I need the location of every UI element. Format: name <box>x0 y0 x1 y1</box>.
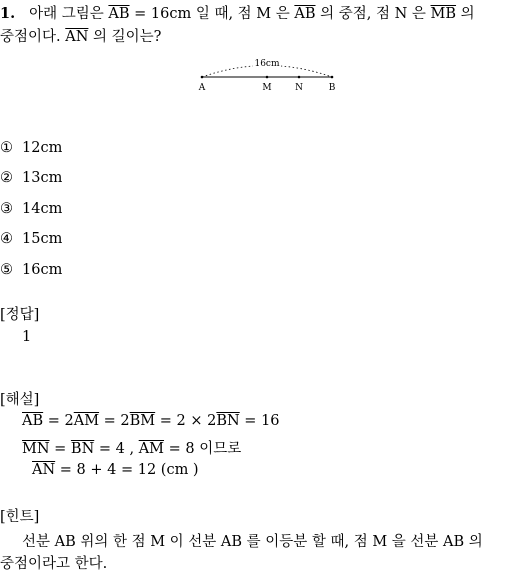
hint-line-2: 중점이라고 한다. <box>0 556 108 572</box>
point-a <box>201 76 204 79</box>
option-text: 14cm <box>22 201 63 217</box>
point-label-n: N <box>295 83 303 93</box>
option-marker: ⑤ <box>0 262 13 278</box>
option-2[interactable] <box>0 170 62 186</box>
option-marker: ③ <box>0 201 13 217</box>
hint-label: [힌트] <box>0 509 40 525</box>
explanation-line-2: $\overline{MN} = \overline{BN} = 4$ , $\overline{AM} = 8$ 이므로 <box>22 441 242 457</box>
option-3[interactable] <box>0 201 62 217</box>
option-text: 16cm <box>22 262 63 278</box>
answer-label: [정답] <box>0 307 40 323</box>
point-b <box>331 76 334 79</box>
option-1[interactable] <box>0 140 62 156</box>
question-number: 1. <box>0 5 16 22</box>
point-n <box>298 76 301 79</box>
question-line-1: 1. 아래 그림은 $\overline{AB} = 16cm$ 일 때, 점 M 은 $\overline{AB}$ 의 중점, 점 N 은 $\overline{MB}$ 의 <box>0 5 475 22</box>
point-m <box>266 76 269 79</box>
option-text: 13cm <box>22 170 63 186</box>
point-label-a: A <box>198 83 206 93</box>
explanation-line-3: $\overline{AN} = 8 + 4 = 12$ (cm ) <box>32 462 199 478</box>
point-label-b: B <box>328 83 336 93</box>
segment-an: $\overline{AN}$ <box>65 29 89 45</box>
answer-value: 1 <box>22 329 32 345</box>
explanation-line-1: $\overline{AB} = 2\overline{AM} = 2\overline{BM} = 2 \times 2\overline{BN} = 16$ <box>22 413 280 429</box>
segment-ab: $\overline{AB}$ <box>108 6 130 22</box>
option-marker: ④ <box>0 231 13 247</box>
option-text: 12cm <box>22 140 63 156</box>
segment-mb: $\overline{MB}$ <box>430 6 457 22</box>
explanation-label: [해설] <box>0 392 40 408</box>
option-text: 15cm <box>22 231 63 247</box>
option-marker: ② <box>0 170 13 186</box>
question-line-2: 중점이다. $\overline{AN}$ 의 길이는? <box>0 29 162 45</box>
hint-line-1: 선분 AB 위의 한 점 M 이 선분 AB 를 이등분 할 때, 점 M 을 선분 AB 의 <box>22 534 483 550</box>
option-4[interactable] <box>0 231 62 247</box>
point-label-m: M <box>262 83 272 93</box>
segment-ab: $\overline{AB}$ <box>294 6 316 22</box>
option-5[interactable] <box>0 262 62 278</box>
length-label: 16cm <box>254 59 280 69</box>
option-marker: ① <box>0 140 13 156</box>
segment-figure <box>190 56 350 96</box>
